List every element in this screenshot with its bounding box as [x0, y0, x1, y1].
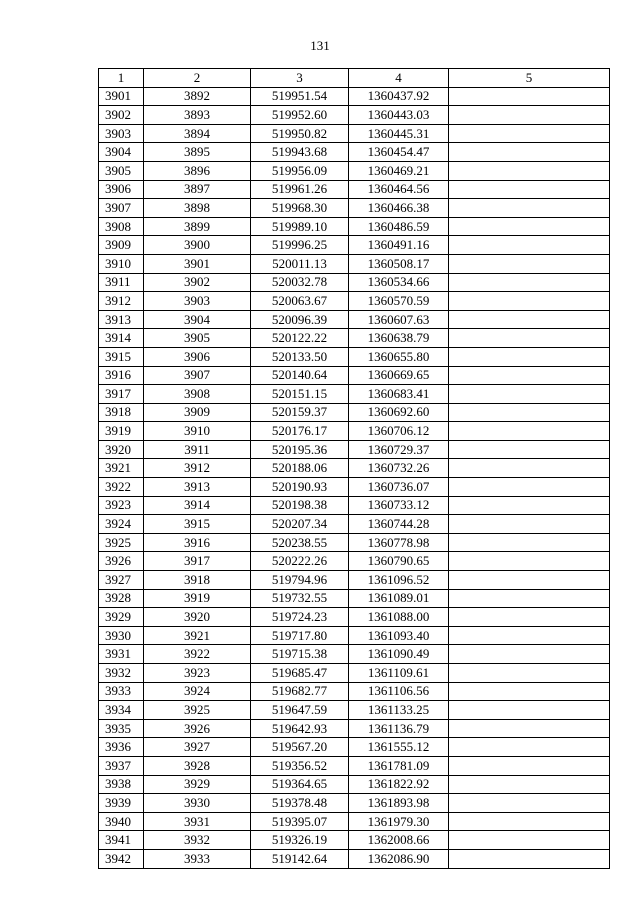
- table-cell: 3920: [99, 440, 144, 459]
- column-header: 5: [449, 69, 610, 88]
- table-row: [99, 385, 610, 404]
- table-cell: 3916: [144, 533, 251, 552]
- table-cell: 519950.82: [251, 124, 349, 143]
- table-cell: 3916: [99, 366, 144, 385]
- table-row: [99, 719, 610, 738]
- table-cell: 3941: [99, 831, 144, 850]
- table-cell: [449, 608, 610, 627]
- table-cell: 519142.64: [251, 849, 349, 868]
- table-cell: 519356.52: [251, 756, 349, 775]
- table-cell: 3898: [144, 199, 251, 218]
- table-cell: 520222.26: [251, 552, 349, 571]
- table-row: [99, 738, 610, 757]
- table-cell: 3905: [99, 161, 144, 180]
- table-cell: 3920: [144, 608, 251, 627]
- table-cell: [449, 385, 610, 404]
- table-cell: 1360692.60: [349, 403, 449, 422]
- table-cell: 1360778.98: [349, 533, 449, 552]
- table-row: [99, 645, 610, 664]
- table-cell: 1360706.12: [349, 422, 449, 441]
- table-body: [99, 87, 610, 868]
- table-cell: 3913: [144, 478, 251, 497]
- table-row: [99, 329, 610, 348]
- table-cell: 519968.30: [251, 199, 349, 218]
- table-cell: [449, 478, 610, 497]
- table-cell: [449, 329, 610, 348]
- table-row: [99, 571, 610, 590]
- table-cell: 3900: [144, 236, 251, 255]
- table-cell: 3913: [99, 310, 144, 329]
- table-cell: 3933: [144, 849, 251, 868]
- table-cell: 3926: [99, 552, 144, 571]
- table-cell: 3923: [144, 664, 251, 683]
- table-cell: 1360508.17: [349, 254, 449, 273]
- table-cell: 3894: [144, 124, 251, 143]
- column-header: 2: [144, 69, 251, 88]
- table-cell: [449, 515, 610, 534]
- table-cell: 520096.39: [251, 310, 349, 329]
- table-cell: 520063.67: [251, 292, 349, 311]
- table-cell: [449, 310, 610, 329]
- table-row: [99, 608, 610, 627]
- table-cell: [449, 719, 610, 738]
- table-cell: 3904: [144, 310, 251, 329]
- table-cell: 1360733.12: [349, 496, 449, 515]
- table-row: [99, 236, 610, 255]
- table-row: [99, 106, 610, 125]
- table-row: [99, 161, 610, 180]
- table-cell: 519717.80: [251, 626, 349, 645]
- table-cell: 1360736.07: [349, 478, 449, 497]
- table-cell: 3939: [99, 794, 144, 813]
- table-cell: 3937: [99, 756, 144, 775]
- table-cell: 3933: [99, 682, 144, 701]
- table-cell: 1360437.92: [349, 87, 449, 106]
- table-cell: 520032.78: [251, 273, 349, 292]
- table-cell: 519685.47: [251, 664, 349, 683]
- table-cell: 519715.38: [251, 645, 349, 664]
- coordinates-table: [98, 68, 610, 869]
- table-row: [99, 143, 610, 162]
- table-cell: 3908: [99, 217, 144, 236]
- table-cell: [449, 87, 610, 106]
- table-row: [99, 292, 610, 311]
- table-cell: 520198.38: [251, 496, 349, 515]
- table-row: [99, 199, 610, 218]
- table-cell: 519989.10: [251, 217, 349, 236]
- table-row: [99, 849, 610, 868]
- table-cell: [449, 701, 610, 720]
- table-cell: 1361089.01: [349, 589, 449, 608]
- table-cell: 3906: [99, 180, 144, 199]
- table-cell: [449, 347, 610, 366]
- table-row: [99, 347, 610, 366]
- table-row: [99, 87, 610, 106]
- table-row: [99, 180, 610, 199]
- table-cell: [449, 738, 610, 757]
- table-cell: 3936: [99, 738, 144, 757]
- table-cell: 519943.68: [251, 143, 349, 162]
- table-cell: 3915: [144, 515, 251, 534]
- table-cell: 3935: [99, 719, 144, 738]
- table-cell: [449, 366, 610, 385]
- table-cell: [449, 236, 610, 255]
- table-cell: 519395.07: [251, 812, 349, 831]
- table-cell: 520159.37: [251, 403, 349, 422]
- table-cell: 3942: [99, 849, 144, 868]
- table-row: [99, 664, 610, 683]
- table-row: [99, 124, 610, 143]
- table-cell: 3928: [144, 756, 251, 775]
- table-row: [99, 459, 610, 478]
- table-cell: 3911: [99, 273, 144, 292]
- table-cell: 3897: [144, 180, 251, 199]
- table-cell: 519364.65: [251, 775, 349, 794]
- table-cell: [449, 161, 610, 180]
- table-row: [99, 273, 610, 292]
- page-number: 131: [310, 38, 330, 53]
- table-cell: [449, 254, 610, 273]
- table-cell: 3928: [99, 589, 144, 608]
- table-cell: 520190.93: [251, 478, 349, 497]
- table-cell: 1360445.31: [349, 124, 449, 143]
- table-cell: 3917: [99, 385, 144, 404]
- table-cell: 3924: [144, 682, 251, 701]
- table-cell: [449, 143, 610, 162]
- table-cell: 1361096.52: [349, 571, 449, 590]
- table-cell: 3910: [99, 254, 144, 273]
- table-cell: 1360570.59: [349, 292, 449, 311]
- table-cell: [449, 106, 610, 125]
- table-cell: 1361109.61: [349, 664, 449, 683]
- table-cell: 1360790.65: [349, 552, 449, 571]
- table-cell: [449, 422, 610, 441]
- column-header: 1: [99, 69, 144, 88]
- table-row: [99, 701, 610, 720]
- table-cell: 1360491.16: [349, 236, 449, 255]
- table-cell: 519647.59: [251, 701, 349, 720]
- table-cell: 519682.77: [251, 682, 349, 701]
- table-cell: [449, 664, 610, 683]
- table-row: [99, 440, 610, 459]
- table-cell: 1362008.66: [349, 831, 449, 850]
- table-cell: 519567.20: [251, 738, 349, 757]
- table-cell: 3925: [144, 701, 251, 720]
- table-cell: [449, 292, 610, 311]
- table-cell: 1360486.59: [349, 217, 449, 236]
- table-cell: [449, 682, 610, 701]
- table-cell: 3902: [144, 273, 251, 292]
- table-cell: 3907: [99, 199, 144, 218]
- table-cell: 519732.55: [251, 589, 349, 608]
- table-row: [99, 812, 610, 831]
- table-cell: 519378.48: [251, 794, 349, 813]
- table-cell: 3914: [99, 329, 144, 348]
- table-row: [99, 626, 610, 645]
- table-row: [99, 775, 610, 794]
- table-cell: 3926: [144, 719, 251, 738]
- table-cell: 3915: [99, 347, 144, 366]
- table-cell: 3901: [144, 254, 251, 273]
- table-cell: 1360669.65: [349, 366, 449, 385]
- table-cell: 3922: [144, 645, 251, 664]
- table-cell: 519956.09: [251, 161, 349, 180]
- table-cell: 1360534.66: [349, 273, 449, 292]
- table-cell: 1360466.38: [349, 199, 449, 218]
- table-row: [99, 403, 610, 422]
- table-cell: 519951.54: [251, 87, 349, 106]
- table-cell: 3911: [144, 440, 251, 459]
- table-cell: 1360683.41: [349, 385, 449, 404]
- table-cell: 519724.23: [251, 608, 349, 627]
- table-cell: 3917: [144, 552, 251, 571]
- table-cell: [449, 645, 610, 664]
- table-cell: [449, 589, 610, 608]
- table-cell: 3919: [99, 422, 144, 441]
- table-cell: 520122.22: [251, 329, 349, 348]
- table-row: [99, 366, 610, 385]
- table-cell: 1361781.09: [349, 756, 449, 775]
- table-header-row: [99, 69, 610, 88]
- table-cell: 519961.26: [251, 180, 349, 199]
- table-cell: [449, 794, 610, 813]
- table-cell: 520207.34: [251, 515, 349, 534]
- table-cell: 520238.55: [251, 533, 349, 552]
- table-cell: 520140.64: [251, 366, 349, 385]
- table-cell: 3910: [144, 422, 251, 441]
- table-row: [99, 589, 610, 608]
- table-cell: 3902: [99, 106, 144, 125]
- table-cell: 520011.13: [251, 254, 349, 273]
- table-cell: 3918: [99, 403, 144, 422]
- table-cell: 3940: [99, 812, 144, 831]
- table-cell: 3909: [144, 403, 251, 422]
- table-cell: [449, 124, 610, 143]
- table-cell: 3938: [99, 775, 144, 794]
- table-cell: 3909: [99, 236, 144, 255]
- table-cell: [449, 496, 610, 515]
- table-cell: 1360607.63: [349, 310, 449, 329]
- table-cell: [449, 775, 610, 794]
- table-cell: 3903: [99, 124, 144, 143]
- table-cell: 3903: [144, 292, 251, 311]
- table-cell: 520151.15: [251, 385, 349, 404]
- table-cell: [449, 403, 610, 422]
- table-cell: 519952.60: [251, 106, 349, 125]
- table-cell: [449, 626, 610, 645]
- table-cell: 1361088.00: [349, 608, 449, 627]
- table-cell: [449, 217, 610, 236]
- table-cell: 1361136.79: [349, 719, 449, 738]
- table-cell: 3914: [144, 496, 251, 515]
- table-cell: [449, 552, 610, 571]
- table-cell: 1361893.98: [349, 794, 449, 813]
- table-cell: 1361106.56: [349, 682, 449, 701]
- table-cell: [449, 180, 610, 199]
- table-cell: 3907: [144, 366, 251, 385]
- table-row: [99, 217, 610, 236]
- table-cell: 3929: [99, 608, 144, 627]
- table-cell: 520188.06: [251, 459, 349, 478]
- table-row: [99, 496, 610, 515]
- table-cell: 1360732.26: [349, 459, 449, 478]
- table-cell: 3922: [99, 478, 144, 497]
- column-header: 4: [349, 69, 449, 88]
- table-cell: 3904: [99, 143, 144, 162]
- table-cell: 1361093.40: [349, 626, 449, 645]
- table-row: [99, 682, 610, 701]
- table-cell: 3896: [144, 161, 251, 180]
- table-cell: 1361133.25: [349, 701, 449, 720]
- table-cell: 1360744.28: [349, 515, 449, 534]
- table-cell: 3930: [99, 626, 144, 645]
- table-cell: 1360729.37: [349, 440, 449, 459]
- table-cell: 3918: [144, 571, 251, 590]
- table-cell: 1362086.90: [349, 849, 449, 868]
- table-row: [99, 515, 610, 534]
- table-cell: 3908: [144, 385, 251, 404]
- table-cell: 3924: [99, 515, 144, 534]
- table-cell: 1361090.49: [349, 645, 449, 664]
- table-cell: 1360638.79: [349, 329, 449, 348]
- table-cell: 3925: [99, 533, 144, 552]
- table-cell: 3919: [144, 589, 251, 608]
- table-row: [99, 831, 610, 850]
- table-cell: 520195.36: [251, 440, 349, 459]
- table-cell: 3927: [144, 738, 251, 757]
- table-cell: 519996.25: [251, 236, 349, 255]
- table-cell: 519326.19: [251, 831, 349, 850]
- table-cell: 1360655.80: [349, 347, 449, 366]
- table-cell: 1360469.21: [349, 161, 449, 180]
- table-row: [99, 254, 610, 273]
- table-cell: 520176.17: [251, 422, 349, 441]
- table-cell: 3921: [144, 626, 251, 645]
- table-cell: 3893: [144, 106, 251, 125]
- table-cell: 520133.50: [251, 347, 349, 366]
- table-cell: 3892: [144, 87, 251, 106]
- table-cell: 3932: [144, 831, 251, 850]
- table-cell: 1360454.47: [349, 143, 449, 162]
- table-cell: 3912: [144, 459, 251, 478]
- table-cell: 1360464.56: [349, 180, 449, 199]
- table-row: [99, 422, 610, 441]
- table-cell: 1361555.12: [349, 738, 449, 757]
- table-cell: [449, 812, 610, 831]
- table-cell: 3901: [99, 87, 144, 106]
- table-cell: 3929: [144, 775, 251, 794]
- table-cell: 3921: [99, 459, 144, 478]
- table-cell: 3912: [99, 292, 144, 311]
- table-cell: 1360443.03: [349, 106, 449, 125]
- table-cell: [449, 831, 610, 850]
- table-cell: [449, 849, 610, 868]
- table-cell: 3923: [99, 496, 144, 515]
- table-cell: [449, 533, 610, 552]
- table-cell: 3934: [99, 701, 144, 720]
- table-cell: 519642.93: [251, 719, 349, 738]
- table-cell: 519794.96: [251, 571, 349, 590]
- table-cell: 1361822.92: [349, 775, 449, 794]
- table-cell: 3927: [99, 571, 144, 590]
- table-cell: 3931: [144, 812, 251, 831]
- table-cell: [449, 440, 610, 459]
- table-cell: 3906: [144, 347, 251, 366]
- table-row: [99, 310, 610, 329]
- table-cell: [449, 756, 610, 775]
- table-cell: [449, 273, 610, 292]
- table-row: [99, 756, 610, 775]
- table-cell: 3932: [99, 664, 144, 683]
- table-cell: 3899: [144, 217, 251, 236]
- table-cell: 1361979.30: [349, 812, 449, 831]
- table-row: [99, 533, 610, 552]
- table-cell: [449, 199, 610, 218]
- table-cell: 3931: [99, 645, 144, 664]
- table-cell: [449, 459, 610, 478]
- table-row: [99, 552, 610, 571]
- column-header: 3: [251, 69, 349, 88]
- table-cell: [449, 571, 610, 590]
- table-cell: 3930: [144, 794, 251, 813]
- table-cell: 3905: [144, 329, 251, 348]
- table-cell: 3895: [144, 143, 251, 162]
- table-row: [99, 794, 610, 813]
- table-row: [99, 478, 610, 497]
